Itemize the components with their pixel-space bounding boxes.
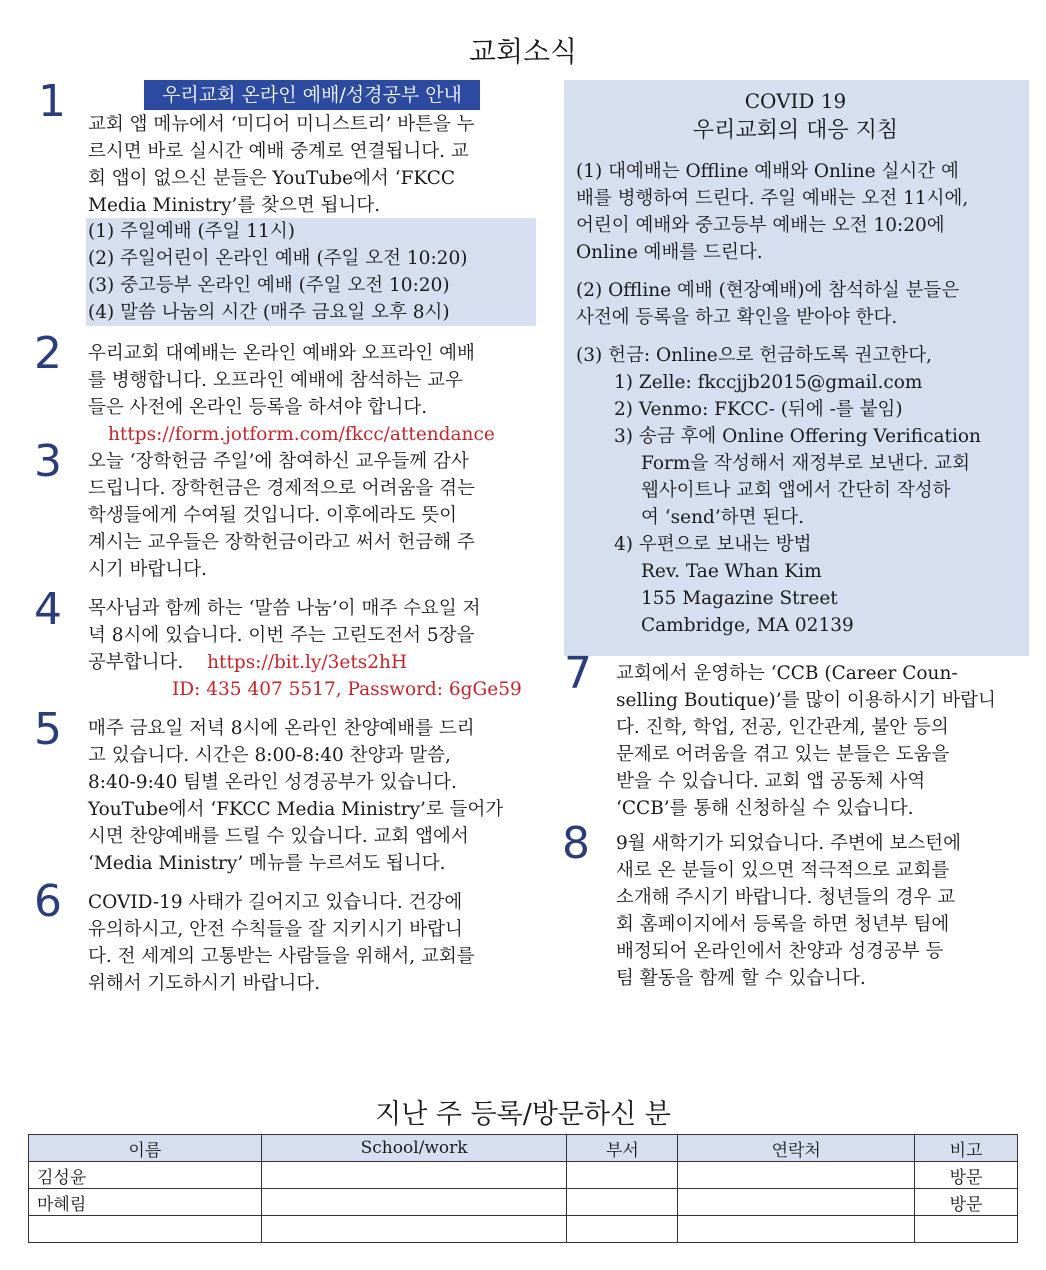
item-4-text (88, 595, 536, 676)
text-line: (3) 헌금: Online으로 헌금하도록 권고한다, (576, 345, 932, 366)
text-line: 다. 전 세계의 고통받는 사람들을 위해서, 교회를 (88, 946, 475, 967)
text-line: 계시는 교우들은 장학헌금이라고 써서 헌금해 주 (88, 532, 475, 553)
online-worship-heading: 우리교회 온라인 예배/성경공부 안내 (144, 80, 480, 110)
text-line: 녁 8시에 있습니다. 이번 주는 고린도전서 5장을 (88, 625, 475, 646)
text-fragment: 공부합니다. (88, 652, 184, 673)
offering-method: 2) Venmo: FKCC- (뒤에 -를 붙임) (614, 399, 903, 420)
text-line: 교회에서 운영하는 ‘CCB (Career Coun- (616, 663, 958, 684)
text-line: 유의하시고, 안전 수칙들을 잘 지키시기 바랍니 (88, 919, 463, 940)
table-cell: 방문 (915, 1189, 1018, 1216)
table-cell (678, 1162, 915, 1189)
text-line: 오늘 ‘장학헌금 주일’에 참여하신 교우들께 감사 (88, 451, 469, 472)
table-header-row (29, 1135, 1018, 1162)
table-cell (678, 1216, 915, 1243)
text-line: 다. 진학, 학업, 전공, 인간관계, 불안 등의 (616, 717, 949, 738)
covid-guidelines-box (564, 80, 1029, 656)
offering-method: 3) 송금 후에 Online Offering Verification (614, 426, 981, 447)
text-line: Online 예배를 드린다. (576, 242, 763, 263)
text-line: ‘CCB’를 통해 신청하실 수 있습니다. (616, 798, 914, 819)
text-line: Form을 작성해서 재정부로 보낸다. 교회 (641, 453, 970, 474)
covid-box-title: COVID 19 (744, 89, 847, 113)
text-line: 시기 바랍니다. (88, 559, 207, 580)
text-line: 회 앱이 없으신 분들은 YouTube에서 ‘FKCC (88, 168, 456, 189)
text-line: 팀 활동을 함께 할 수 있습니다. (616, 968, 866, 989)
text-line: 드립니다. 장학헌금은 경제적으로 어려움을 겪는 (88, 478, 475, 499)
column-header-name: 이름 (29, 1135, 262, 1162)
covid-paragraph-2 (576, 277, 1015, 331)
table-cell (261, 1162, 567, 1189)
schedule-box (86, 218, 536, 326)
text-line: 회 홈페이지에서 등록을 하면 청년부 팀에 (616, 914, 950, 935)
table-cell: 김성윤 (29, 1162, 262, 1189)
page-title: 교회소식 (468, 35, 578, 68)
item-number-1: 1 (38, 76, 66, 127)
text-line: 여 ‘send’하면 된다. (641, 507, 804, 528)
column-header-school-work: School/work (261, 1135, 567, 1162)
text-line: 9월 새학기가 되었습니다. 주변에 보스턴에 (616, 833, 961, 854)
table-row (29, 1189, 1018, 1216)
item-1-text (88, 111, 536, 219)
bible-study-link[interactable]: https://bit.ly/3ets2hH (207, 652, 408, 673)
offering-method: 1) Zelle: fkccjjb2015@gmail.com (614, 372, 923, 393)
column-header-contact: 연락처 (678, 1135, 915, 1162)
text-line: 사전에 등록을 하고 확인을 받아야 한다. (576, 307, 898, 328)
table-cell (29, 1216, 262, 1243)
table-cell (567, 1162, 678, 1189)
text-line: 들은 사전에 온라인 등록을 하셔야 합니다. (88, 397, 428, 418)
covid-paragraph-3 (576, 342, 1015, 639)
text-line: 목사님과 함께 하는 ‘말씀 나눔’이 매주 수요일 저 (88, 598, 481, 619)
text-line (88, 649, 536, 676)
text-line: 고 있습니다. 시간은 8:00-8:40 찬양과 말씀, (88, 745, 451, 766)
text-line: COVID-19 사태가 길어지고 있습니다. 건강에 (88, 892, 463, 913)
mailing-address-line: Cambridge, MA 02139 (641, 615, 854, 636)
text-line: 웹사이트나 교회 앱에서 간단히 작성하 (641, 480, 951, 501)
table-cell (567, 1216, 678, 1243)
item-6-text (88, 889, 536, 997)
offering-method: 4) 우편으로 보내는 방법 (614, 534, 812, 555)
text-line: (2) Offline 예배 (현장예배)에 참석하실 분들은 (576, 280, 960, 301)
text-line: YouTube에서 ‘FKCC Media Ministry’로 들어가 (88, 799, 504, 820)
table-row (29, 1162, 1018, 1189)
schedule-item: (2) 주일어린이 온라인 예배 (주일 오전 10:20) (88, 248, 468, 269)
text-line: 배정되어 온라인에서 찬양과 성경공부 등 (616, 941, 944, 962)
item-8-text (616, 830, 1020, 992)
text-line: 매주 금요일 저녁 8시에 온라인 찬양예배를 드리 (88, 718, 475, 739)
item-number-8: 8 (562, 818, 590, 869)
text-line: 를 병행합니다. 오프라인 예배에 참석하는 교우 (88, 370, 463, 391)
table-cell (567, 1189, 678, 1216)
item-number-5: 5 (34, 704, 62, 755)
text-line: 교회 앱 메뉴에서 ‘미디어 미니스트리’ 바튼을 누 (88, 114, 475, 135)
covid-paragraph-1 (576, 158, 1015, 266)
text-line: selling Boutique)’를 많이 이용하시기 바랍니 (616, 690, 996, 711)
item-2-text (88, 340, 536, 421)
text-line: 르시면 바로 실시간 예배 중계로 연결됩니다. 교 (88, 141, 469, 162)
attendance-link[interactable]: https://form.jotform.com/fkcc/attendance (108, 424, 495, 445)
column-header-note: 비고 (915, 1135, 1018, 1162)
schedule-item: (1) 주일예배 (주일 11시) (88, 221, 295, 242)
table-cell: 마혜림 (29, 1189, 262, 1216)
text-line: 배를 병행하여 드린다. 주일 예배는 오전 11시에, (576, 188, 969, 209)
mailing-address-line: 155 Magazine Street (641, 588, 838, 609)
schedule-item: (3) 중고등부 온라인 예배 (주일 오전 10:20) (88, 275, 450, 296)
table-cell: 방문 (915, 1162, 1018, 1189)
text-line: 우리교회 대예배는 온라인 예배와 오프라인 예배 (88, 343, 475, 364)
item-number-3: 3 (34, 436, 62, 487)
item-7-text (616, 660, 1020, 822)
text-line: (1) 대예배는 Offline 예배와 Online 실시간 예 (576, 161, 959, 182)
text-line: 문제로 어려움을 겪고 있는 분들은 도움을 (616, 744, 950, 765)
text-line: 새로 온 분들이 있으면 적극적으로 교회를 (616, 860, 950, 881)
column-header-department: 부서 (567, 1135, 678, 1162)
table-cell (678, 1189, 915, 1216)
item-3-text (88, 448, 536, 583)
text-line: 위해서 기도하시기 바랍니다. (88, 973, 321, 994)
registration-table (28, 1134, 1018, 1243)
schedule-item: (4) 말씀 나눔의 시간 (매주 금요일 오후 8시) (88, 302, 450, 323)
table-cell (261, 1216, 567, 1243)
table-row (29, 1216, 1018, 1243)
text-line: 시면 찬양예배를 드릴 수 있습니다. 교회 앱에서 (88, 826, 469, 847)
item-5-text (88, 715, 536, 877)
meeting-id-password: ID: 435 407 5517, Password: 6gGe59 (172, 679, 522, 700)
text-line: 8:40-9:40 팀별 온라인 성경공부가 있습니다. (88, 772, 457, 793)
table-cell (261, 1189, 567, 1216)
text-line: Media Ministry’를 찾으면 됩니다. (88, 195, 381, 216)
covid-box-subtitle: 우리교회의 대응 지침 (692, 118, 899, 143)
mailing-address-line: Rev. Tae Whan Kim (641, 561, 822, 582)
item-number-7: 7 (564, 648, 592, 699)
table-cell (915, 1216, 1018, 1243)
text-line: 받을 수 있습니다. 교회 앱 공동체 사역 (616, 771, 926, 792)
registration-title: 지난 주 등록/방문하신 분 (375, 1099, 671, 1130)
text-line: 소개해 주시기 바랍니다. 청년들의 경우 교 (616, 887, 956, 908)
text-line: 어린이 예배와 중고등부 예배는 오전 10:20에 (576, 215, 945, 236)
text-line: 학생들에게 수여될 것입니다. 이후에라도 뜻이 (88, 505, 457, 526)
text-line: ‘Media Ministry’ 메뉴를 누르셔도 됩니다. (88, 853, 446, 874)
item-number-6: 6 (34, 876, 62, 927)
item-number-2: 2 (34, 328, 62, 379)
item-number-4: 4 (34, 584, 62, 635)
